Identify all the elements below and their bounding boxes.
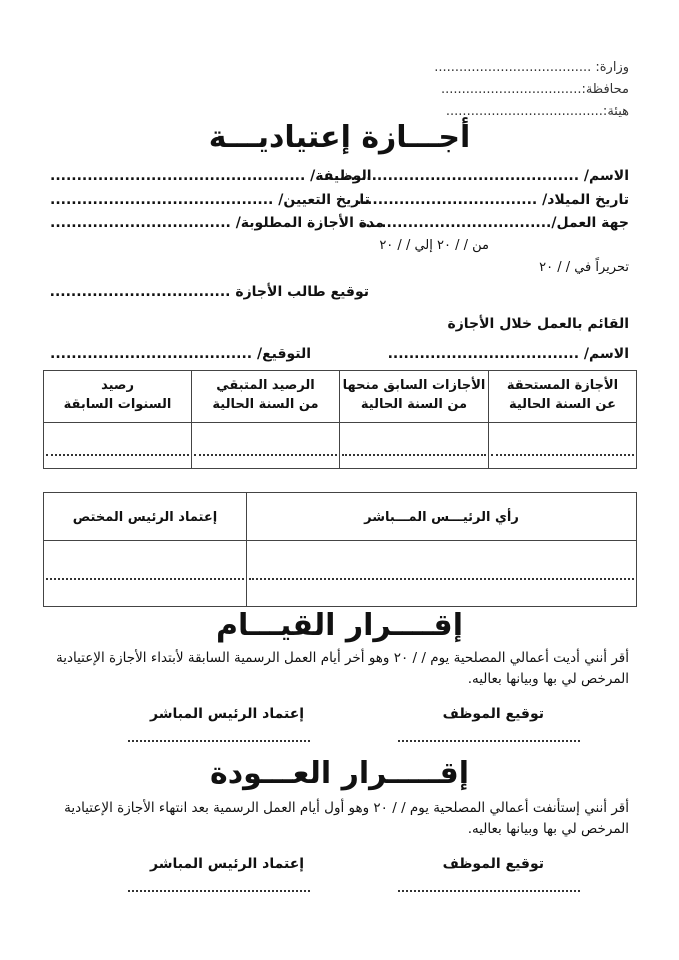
header-remaining-balance: الرصيد المتبقي من السنة الحالية bbox=[192, 371, 340, 423]
authority-line: هيئة:...................................... bbox=[445, 104, 629, 119]
name-field[interactable]: الاسم/ ................................................ bbox=[323, 168, 629, 184]
job-field[interactable]: الوظيفة/ ................................................ bbox=[50, 168, 372, 184]
acting-signature-field[interactable]: التوقيع/ ...................................... bbox=[50, 346, 312, 362]
leave-duration-field[interactable]: مدة الأجازة المطلوبة/ .................................. bbox=[50, 215, 384, 231]
start-employee-signature-label: توقيع الموظف bbox=[442, 706, 544, 722]
remaining-balance-cell[interactable] bbox=[192, 423, 340, 469]
competent-manager-approval-cell[interactable] bbox=[44, 541, 247, 607]
birth-date-field[interactable]: تاريخ الميلاد/ .................................. bbox=[356, 192, 629, 208]
header-direct-manager-opinion: رأي الرئيـــس المـــباشر bbox=[247, 493, 637, 541]
start-manager-approval-label: إعتماد الرئيس المباشر bbox=[150, 706, 305, 722]
written-in-date[interactable]: تحريراً في / / ٢٠ bbox=[539, 260, 629, 275]
ministry-line: وزارة: ...................................... bbox=[434, 60, 629, 75]
header-competent-manager-approval: إعتماد الرئيس المختص bbox=[44, 493, 247, 541]
appointment-date-field[interactable]: تاريخ التعيين/ .......................................... bbox=[50, 192, 370, 208]
header-previous-leaves: الأجازات السابق منحها من السنة الحالية bbox=[340, 371, 489, 423]
acting-name-field[interactable]: الاسم/ .................................... bbox=[387, 346, 629, 362]
return-declaration-text: أقر أنني إستأنفت أعمالي المصلحية يوم / / ٢٠ وهو أول أيام العمل الرسمية بعد انتهاء الأجازة الإعتيادية المرخص لي بها وبيانها بعاليه. bbox=[64, 800, 629, 837]
start-employee-signature-line[interactable] bbox=[398, 740, 580, 742]
header-entitled-leave: الأجازة المستحقة عن السنة الحالية bbox=[489, 371, 637, 423]
return-employee-signature-line[interactable] bbox=[398, 890, 580, 892]
prior-years-balance-cell[interactable] bbox=[44, 423, 192, 469]
start-declaration-text: أقر أنني أديت أعمالي المصلحية يوم / / ٢٠ وهو أخر أيام العمل الرسمية السابقة لأبتداء الأجازة الإعتيادية المرخص لي بها وبيانها بعاليه. bbox=[55, 650, 629, 687]
leave-balance-table bbox=[43, 370, 637, 469]
applicant-signature[interactable]: توقيع طالب الأجازة .................................. bbox=[49, 284, 369, 300]
previous-leaves-cell[interactable] bbox=[340, 423, 489, 469]
approval-table bbox=[43, 492, 637, 607]
return-manager-approval-label: إعتماد الرئيس المباشر bbox=[150, 856, 305, 872]
form-title: أجـــازة إعتياديـــة bbox=[208, 120, 471, 155]
start-declaration-title: إقــــرار القيـــام bbox=[215, 608, 463, 643]
entitled-leave-cell[interactable] bbox=[489, 423, 637, 469]
header-prior-years-balance: رصيد السنوات السابقة bbox=[44, 371, 192, 423]
start-manager-signature-line[interactable] bbox=[128, 740, 310, 742]
return-declaration-title: إقـــــرار العـــودة bbox=[209, 756, 469, 791]
direct-manager-opinion-cell[interactable] bbox=[247, 541, 637, 607]
return-manager-signature-line[interactable] bbox=[128, 890, 310, 892]
work-entity-field[interactable]: جهة العمل/.................................... bbox=[359, 215, 629, 231]
acting-employee-label: القائم بالعمل خلال الأجازة bbox=[447, 316, 629, 332]
date-range[interactable]: من / / ٢٠ إلي / / ٢٠ bbox=[379, 238, 489, 253]
governorate-line: محافظة:.................................. bbox=[440, 82, 629, 97]
return-employee-signature-label: توقيع الموظف bbox=[442, 856, 544, 872]
